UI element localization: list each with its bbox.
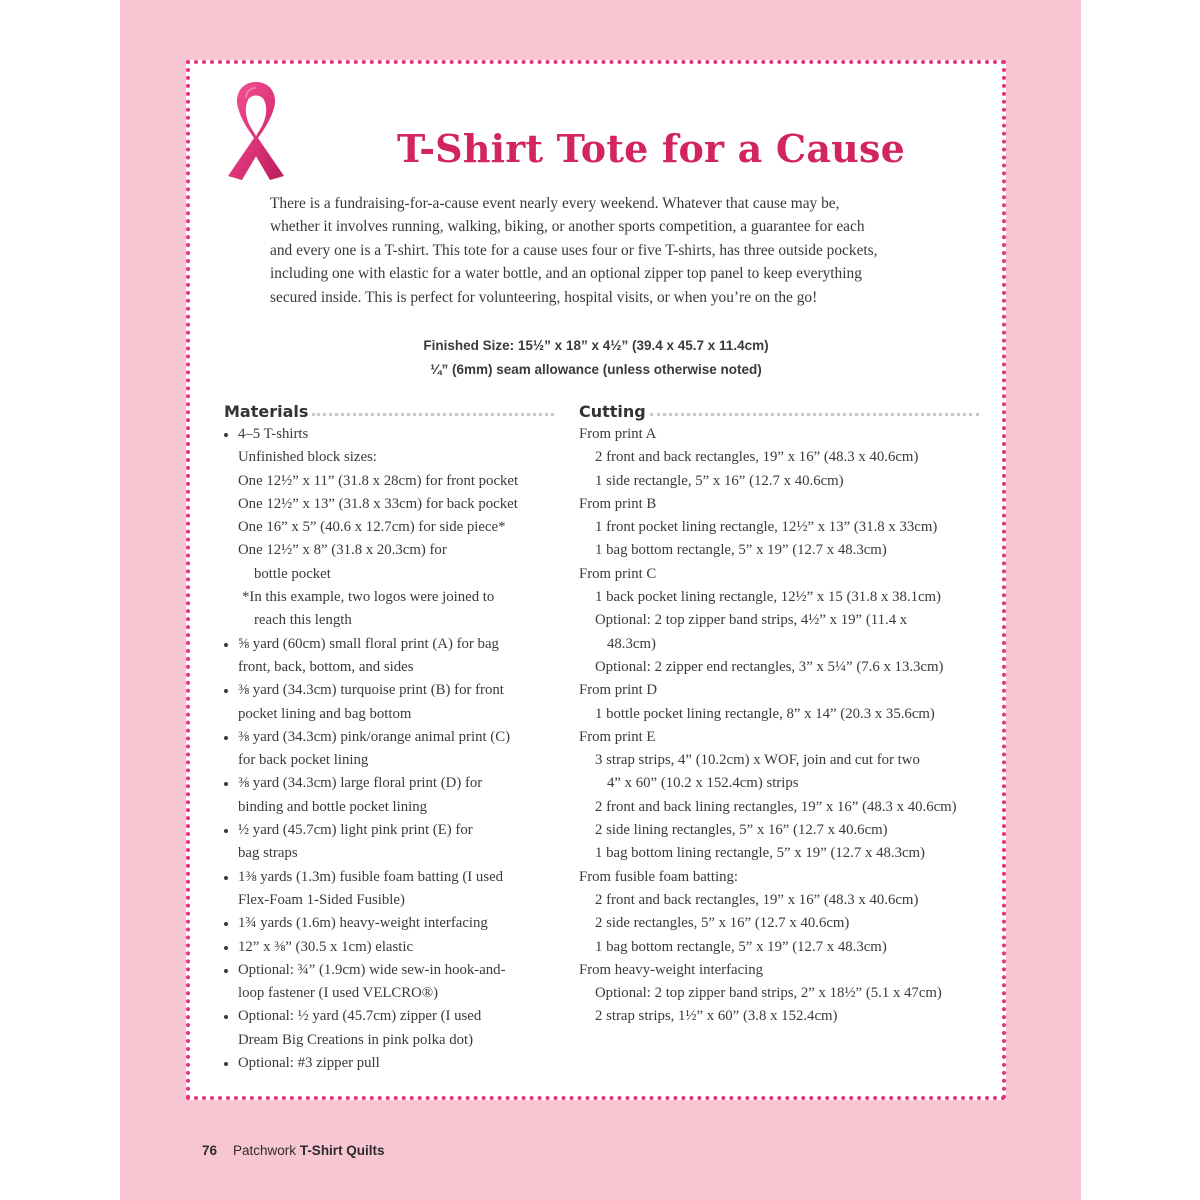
materials-heading: Materials — [224, 402, 309, 421]
materials-item-line: 12” x ⅜” (30.5 x 1cm) elastic — [238, 938, 414, 955]
cutting-line: 2 side rectangles, 5” x 16” (12.7 x 40.6cm) — [595, 915, 850, 932]
materials-item — [224, 936, 554, 959]
intro-paragraph — [270, 192, 918, 309]
materials-item-line: ⅜ yard (34.3cm) pink/orange animal print (C) — [238, 728, 511, 745]
content-card — [186, 60, 1006, 1100]
cutting-line: 2 front and back rectangles, 19” x 16” (48.3 x 40.6cm) — [595, 891, 919, 908]
cutting-line: 1 bag bottom rectangle, 5” x 19” (12.7 x 48.3cm) — [595, 542, 887, 559]
materials-item-line: ½ yard (45.7cm) light pink print (E) for — [238, 822, 473, 839]
cutting-group-label: From print D — [579, 682, 658, 699]
materials-item-line: pocket lining and bag bottom — [238, 705, 412, 722]
materials-item — [224, 633, 554, 680]
cutting-group-label: From print A — [579, 426, 657, 442]
materials-item-line: Flex-Foam 1-Sided Fusible) — [238, 891, 405, 908]
cutting-line: 2 side lining rectangles, 5” x 16” (12.7 x 40.6cm) — [595, 822, 888, 839]
intro-line: whether it involves running, walking, biking, or another sports competition, a guarantee for each — [270, 218, 865, 236]
cutting-line: 2 strap strips, 1½” x 60” (3.8 x 152.4cm) — [595, 1008, 838, 1025]
materials-item-line: Dream Big Creations in pink polka dot) — [238, 1031, 474, 1048]
materials-item — [224, 1005, 554, 1052]
materials-item — [224, 959, 554, 1006]
materials-item-line: reach this length — [254, 612, 352, 629]
materials-item — [224, 866, 554, 913]
materials-item-line: One 12½” x 13” (31.8 x 33cm) for back pocket — [238, 495, 518, 512]
seam-allowance: ¼” (6mm) seam allowance (unless otherwise noted) — [430, 362, 762, 377]
cutting-section — [579, 395, 979, 1029]
cutting-line: 2 front and back lining rectangles, 19” x 16” (48.3 x 40.6cm) — [595, 798, 957, 815]
materials-item-line: bottle pocket — [254, 565, 331, 582]
materials-item-line: binding and bottle pocket lining — [238, 798, 428, 815]
cutting-line: Optional: 2 top zipper band strips, 4½” x 19” (11.4 x — [595, 612, 908, 629]
cutting-line: 3 strap strips, 4” (10.2cm) x WOF, join and cut for two — [595, 752, 920, 769]
page-number: 76 — [202, 1143, 218, 1158]
dotted-leader — [650, 413, 979, 416]
cutting-line: 2 front and back rectangles, 19” x 16” (48.3 x 40.6cm) — [595, 449, 919, 466]
materials-item — [224, 423, 554, 633]
intro-line: There is a fundraising-for-a-cause event nearly every weekend. Whatever that cause may be, — [270, 195, 840, 212]
cutting-line: 1 bag bottom rectangle, 5” x 19” (12.7 x 48.3cm) — [595, 938, 887, 955]
materials-item-line: for back pocket lining — [238, 752, 369, 769]
cutting-line: 1 side rectangle, 5” x 16” (12.7 x 40.6cm) — [595, 472, 844, 489]
cutting-group-label: From heavy-weight interfacing — [579, 961, 764, 978]
cutting-group-label: From print C — [579, 565, 657, 582]
materials-header — [224, 395, 554, 421]
cutting-group-label: From print E — [579, 728, 656, 745]
materials-item — [224, 819, 554, 866]
cutting-heading: Cutting — [579, 402, 646, 421]
cutting-list — [579, 423, 979, 1029]
cutting-line: 1 bottle pocket lining rectangle, 8” x 14” (20.3 x 35.6cm) — [595, 705, 935, 722]
cutting-line: 48.3cm) — [607, 635, 656, 652]
materials-item-line: ⅜ yard (34.3cm) large floral print (D) for — [238, 775, 483, 792]
materials-item-line: front, back, bottom, and sides — [238, 658, 414, 675]
awareness-ribbon-icon — [220, 76, 292, 182]
materials-list — [224, 423, 554, 1075]
intro-line: secured inside. This is perfect for volunteering, hospital visits, or when you’re on the go! — [270, 288, 818, 306]
materials-item-line: bag straps — [238, 845, 298, 862]
materials-item-line: Unfinished block sizes: — [238, 449, 377, 466]
materials-item-line: 1⅜ yards (1.3m) fusible foam batting (I used — [238, 868, 504, 885]
materials-item-line: One 16” x 5” (40.6 x 12.7cm) for side piece* — [238, 519, 506, 536]
book-title-prefix: Patchwork — [233, 1143, 300, 1158]
materials-item-line: 1¾ yards (1.6m) heavy-weight interfacing — [238, 915, 488, 932]
materials-item-line: ⅜ yard (34.3cm) turquoise print (B) for front — [238, 682, 504, 699]
materials-item-line: ⅝ yard (60cm) small floral print (A) for bag — [238, 635, 499, 652]
cutting-line: Optional: 2 top zipper band strips, 2” x 18½” (5.1 x 47cm) — [595, 985, 942, 1002]
materials-item — [224, 726, 554, 773]
page-title: T-Shirt Tote for a Cause — [397, 126, 905, 171]
intro-line: including one with elastic for a water bottle, and an optional zipper top panel to keep everything — [270, 265, 862, 283]
materials-item-line: loop fastener (I used VELCRO®) — [238, 985, 438, 1002]
cutting-group-label: From print B — [579, 495, 657, 512]
materials-item-line: One 12½” x 11” (31.8 x 28cm) for front pocket — [238, 472, 519, 489]
materials-item-line: Optional: ½ yard (45.7cm) zipper (I used — [238, 1008, 482, 1025]
intro-line: and every one is a T-shirt. This tote for a cause uses four or five T-shirts, has three outside pockets, — [270, 241, 878, 259]
finished-size: Finished Size: 15½” x 18” x 4½” (39.4 x 45.7 x 11.4cm) — [423, 338, 769, 353]
materials-item-line: 4–5 T-shirts — [238, 426, 309, 442]
materials-item — [224, 912, 554, 935]
materials-item — [224, 1052, 554, 1075]
size-info — [190, 334, 1002, 382]
cutting-line: 1 bag bottom lining rectangle, 5” x 19” (12.7 x 48.3cm) — [595, 845, 925, 862]
dotted-leader — [312, 413, 554, 416]
materials-item — [224, 772, 554, 819]
page-footer — [202, 1143, 385, 1158]
materials-item-line: *In this example, two logos were joined to — [242, 589, 495, 606]
cutting-line: 1 back pocket lining rectangle, 12½” x 15 (31.8 x 38.1cm) — [595, 589, 941, 606]
cutting-line: 1 front pocket lining rectangle, 12½” x 13” (31.8 x 33cm) — [595, 519, 938, 536]
materials-item-line: Optional: ¾” (1.9cm) wide sew-in hook-and- — [238, 961, 506, 978]
materials-item — [224, 679, 554, 726]
cutting-group-label: From fusible foam batting: — [579, 868, 739, 885]
page — [120, 0, 1081, 1200]
cutting-line: 4” x 60” (10.2 x 152.4cm) strips — [607, 775, 799, 792]
cutting-header — [579, 395, 979, 421]
book-title: T-Shirt Quilts — [299, 1143, 385, 1158]
materials-item-line: Optional: #3 zipper pull — [238, 1055, 380, 1072]
materials-section — [224, 395, 554, 1075]
materials-item-line: One 12½” x 8” (31.8 x 20.3cm) for — [238, 542, 447, 559]
cutting-line: Optional: 2 zipper end rectangles, 3” x 5¼” (7.6 x 13.3cm) — [595, 658, 944, 675]
